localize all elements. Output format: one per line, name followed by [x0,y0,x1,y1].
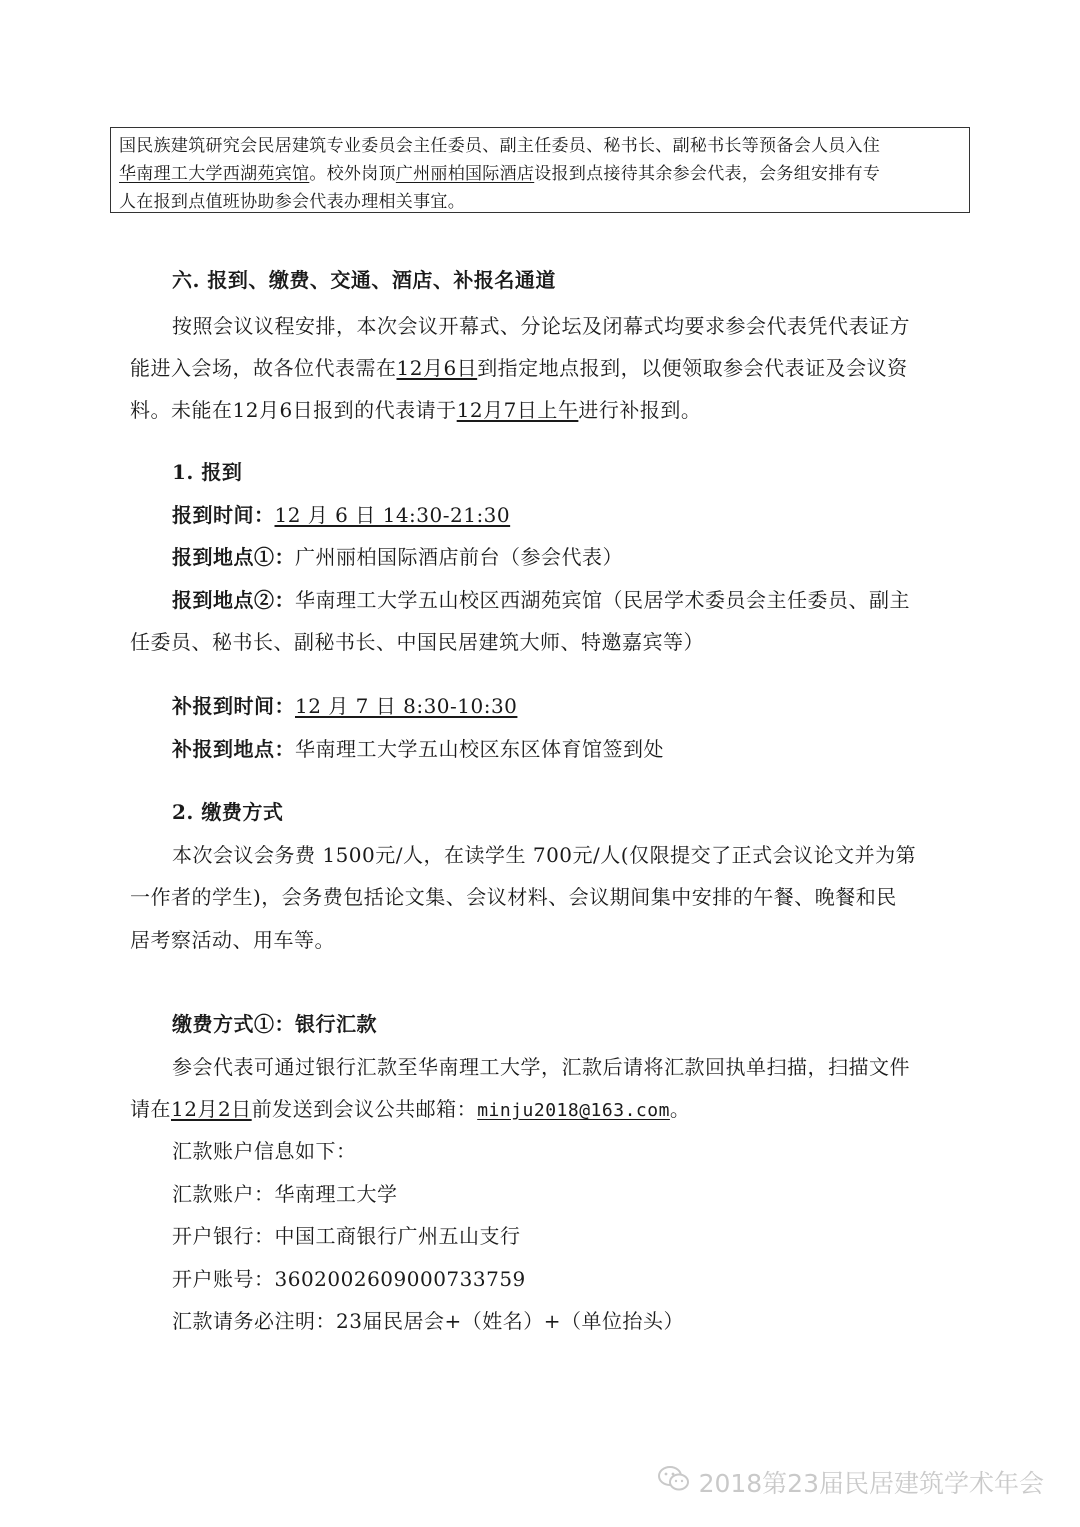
notice-box [110,127,970,213]
text: 料。未能在12月6日报到的代表请于 [130,398,457,422]
account-number: 开户账号：3602002609000733759 [172,1267,526,1291]
subsection-heading: 2. 缴费方式 [172,800,284,824]
payment-method-heading: 缴费方式①：银行汇款 [172,1012,377,1036]
bank-name: 开户银行：中国工商银行广州五山支行 [172,1224,521,1248]
text: 能进入会场，故各位代表需在 [130,356,397,380]
value: 华南理工大学五山校区东区体育馆签到处 [295,737,664,761]
account-info-heading: 汇款账户信息如下： [172,1139,357,1163]
account-name: 汇款账户：华南理工大学 [172,1182,398,1206]
paragraph-line: 按照会议议程安排，本次会议开幕式、分论坛及闭幕式均要求参会代表凭代表证方 [172,314,910,338]
box-text: 。校外岗顶 [309,164,396,184]
remittance-note: 汇款请务必注明：23届民居会+（姓名）+（单位抬头） [172,1309,684,1333]
label: 报到时间： [172,503,275,527]
text: 。 [669,1097,691,1121]
hotel-name: 华南理工大学西湖苑宾馆 [119,164,310,184]
box-line-1: 国民族建筑研究会民居建筑专业委员会主任委员、副主任委员、秘书长、副秘书长等预备会人员入住 [119,136,881,156]
late-checkin-place [172,737,664,761]
checkin-place-1 [172,545,623,569]
watermark [657,1464,1044,1500]
value: 广州丽柏国际酒店前台（参会代表） [295,545,623,569]
section-heading: 六. 报到、缴费、交通、酒店、补报名通道 [172,268,556,292]
paragraph-line [130,398,701,422]
label: 报到地点①： [172,545,295,569]
text: 进行补报到。 [578,398,702,422]
checkin-place-2 [172,588,910,612]
email-link[interactable]: minju2018@163.com [477,1100,670,1121]
value: 华南理工大学五山校区西湖苑宾馆（民居学术委员会主任委员、副主 [295,588,910,612]
paragraph-line [130,1097,690,1123]
late-checkin-time [172,694,517,718]
wechat-icon [657,1465,691,1499]
date: 12月7日上午 [456,398,579,422]
hotel-name-2: 广州丽柏国际酒店 [395,164,535,184]
box-line-2 [119,160,961,188]
label: 补报到时间： [172,694,295,718]
paragraph-line: 本次会议会务费 1500元/人，在读学生 700元/人(仅限提交了正式会议论文并为第 [172,843,917,867]
paragraph-line: 一作者的学生)，会务费包括论文集、会议材料、会议期间集中安排的午餐、晚餐和民 [130,885,897,909]
text: 前发送到会议公共邮箱： [251,1097,478,1121]
value: 12 月 7 日 8:30-10:30 [295,694,518,718]
watermark-text: 2018第23届民居建筑学术年会 [698,1469,1044,1498]
paragraph-line: 参会代表可通过银行汇款至华南理工大学，汇款后请将汇款回执单扫描，扫描文件 [172,1055,910,1079]
text: 请在 [130,1097,171,1121]
text: 到指定地点报到，以便领取参会代表证及会议资 [477,356,908,380]
box-line-3: 人在报到点值班协助参会代表办理相关事宜。 [119,192,465,212]
checkin-time [172,503,510,527]
date: 12月6日 [396,356,478,380]
box-text: 设报到点接待其余参会代表，会务组安排有专 [534,164,881,184]
date: 12月2日 [171,1097,252,1121]
subsection-heading: 1. 报到 [172,460,243,484]
label: 报到地点②： [172,588,295,612]
paragraph-line [130,356,908,380]
checkin-place-2-cont: 任委员、秘书长、副秘书长、中国民居建筑大师、特邀嘉宾等） [130,630,704,654]
label: 补报到地点： [172,737,295,761]
paragraph-line: 居考察活动、用车等。 [130,928,335,952]
value: 12 月 6 日 14:30-21:30 [274,503,511,527]
